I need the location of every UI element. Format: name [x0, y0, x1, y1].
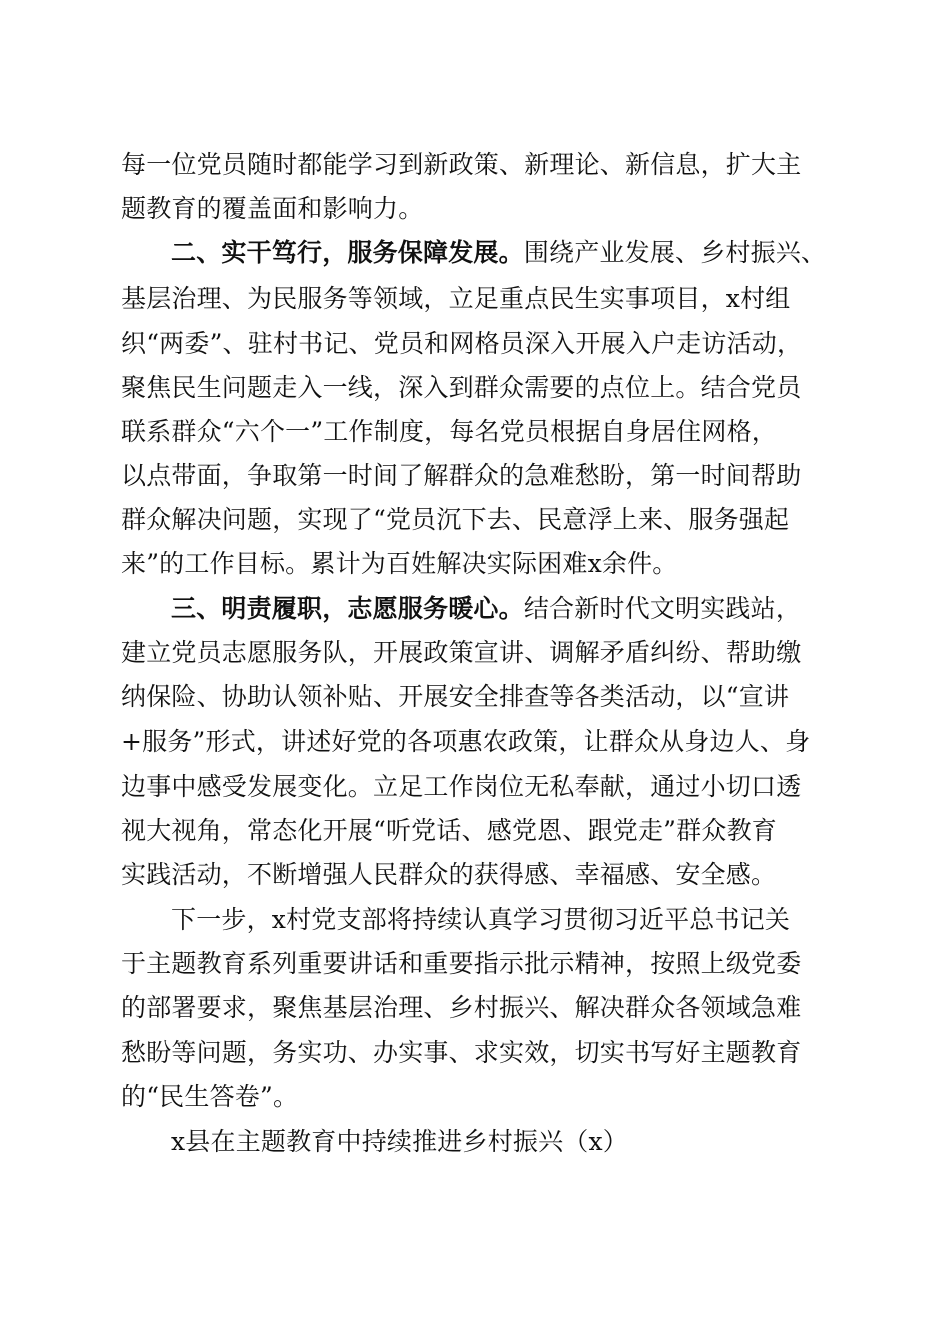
section-heading: 三、明责履职，志愿服务暖心。 — [171, 594, 524, 623]
text-segment: 群众解决问题，实现了“党员沉下去、民意浮上来、服务强起 — [121, 505, 790, 534]
text-segment: 聚焦民生问题走入一线，深入到群众需要的点位上。结合党员 — [121, 373, 802, 402]
text-segment: 下一步，x村党支部将持续认真学习贯彻习近平总书记关 — [171, 905, 791, 934]
text-segment: 实践活动，不断增强人民群众的获得感、幸福感、安全感。 — [121, 860, 777, 889]
text-line — [121, 809, 831, 853]
text-segment: 来”的工作目标。累计为百姓解决实际困难x余件。 — [121, 549, 678, 578]
text-line — [121, 410, 831, 454]
text-segment: +服务”形式，讲述好党的各项惠农政策，让群众从身边人、身 — [121, 727, 811, 756]
text-segment: 结合新时代文明实践站， — [523, 594, 802, 623]
text-line — [121, 1031, 831, 1075]
text-line — [121, 322, 831, 366]
text-line — [121, 853, 831, 897]
text-segment: 基层治理、为民服务等领域，立足重点民生实事项目，x村组 — [121, 284, 791, 313]
text-line — [171, 898, 831, 942]
text-segment: 视大视角，常态化开展“听党话、感党恩、跟党走”群众教育 — [121, 816, 777, 845]
text-line — [121, 765, 831, 809]
text-segment: 的部署要求，聚焦基层治理、乡村振兴、解决群众各领域急难 — [121, 993, 802, 1022]
text-segment: 联系群众“六个一”工作制度，每名党员根据自身居住网格， — [121, 417, 777, 446]
section-heading-line — [171, 587, 831, 631]
text-segment: 织“两委”、驻村书记、党员和网格员深入开展入户走访活动， — [121, 329, 803, 358]
text-line — [121, 143, 831, 187]
text-line — [121, 366, 831, 410]
text-line — [121, 1075, 831, 1119]
text-line — [121, 187, 831, 231]
text-line — [121, 454, 831, 498]
text-segment: 以点带面，争取第一时间了解群众的急难愁盼，第一时间帮助 — [121, 461, 802, 490]
text-segment: 题教育的覆盖面和影响力。 — [121, 194, 424, 223]
text-line — [121, 498, 831, 542]
article-title-line — [171, 1120, 831, 1164]
text-line — [121, 986, 831, 1030]
section-heading: 二、实干笃行，服务保障发展。 — [171, 238, 524, 267]
article-title: x县在主题教育中持续推进乡村振兴（x） — [171, 1127, 628, 1156]
text-line — [121, 720, 831, 764]
text-segment: 边事中感受发展变化。立足工作岗位无私奉献，通过小切口透 — [121, 772, 802, 801]
text-segment: 于主题教育系列重要讲话和重要指示批示精神，按照上级党委 — [121, 949, 802, 978]
text-segment: 纳保险、协助认领补贴、开展安全排查等各类活动，以“宣讲 — [121, 682, 790, 711]
text-segment: 愁盼等问题，务实功、办实事、求实效，切实书写好主题教育 — [121, 1038, 802, 1067]
text-line — [121, 631, 831, 675]
text-line — [121, 675, 831, 719]
text-segment: 围绕产业发展、乡村振兴、 — [523, 238, 827, 267]
text-line — [121, 277, 831, 321]
text-segment: 建立党员志愿服务队，开展政策宣讲、调解矛盾纠纷、帮助缴 — [121, 638, 802, 667]
text-line — [121, 942, 831, 986]
text-segment: 每一位党员随时都能学习到新政策、新理论、新信息，扩大主 — [121, 150, 802, 179]
text-line — [121, 542, 831, 586]
text-segment: 的“民生答卷”。 — [121, 1082, 299, 1111]
section-heading-line — [171, 231, 831, 275]
